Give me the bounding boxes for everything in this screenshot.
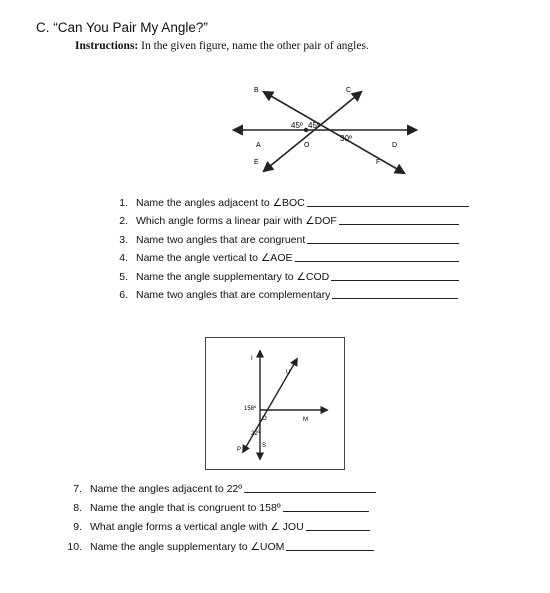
line-CE: [264, 92, 361, 171]
answer-blank[interactable]: [283, 510, 369, 512]
answer-blank[interactable]: [331, 279, 459, 281]
angle-22: 22º: [251, 431, 260, 437]
answer-blank[interactable]: [339, 223, 459, 225]
label-U: U: [286, 370, 291, 376]
angle-figure-2: [205, 337, 345, 470]
instructions: [75, 40, 369, 52]
question-3: 3. Name two angles that are congruent: [106, 234, 459, 246]
label-E: E: [254, 159, 259, 166]
angle-30: 30º: [340, 134, 352, 143]
label-I: I: [251, 356, 253, 362]
answer-blank[interactable]: [286, 549, 374, 551]
question-2: 2. Which angle forms a linear pair with ∠DOF: [106, 215, 459, 227]
question-1: 1. Name the angles adjacent to ∠BOC: [106, 197, 469, 209]
answer-blank[interactable]: [332, 297, 458, 299]
answer-blank[interactable]: [307, 205, 469, 207]
question-8: 8. Name the angle that is congruent to 158º: [60, 502, 369, 514]
question-7: 7. Name the angles adjacent to 22º: [60, 483, 376, 495]
question-5: 5. Name the angle supplementary to ∠COD: [106, 271, 459, 283]
angle-figure-1: [226, 78, 426, 182]
label-O: O: [262, 416, 267, 422]
section-title: C. “Can You Pair My Angle?”: [36, 20, 208, 35]
label-D: D: [392, 142, 398, 149]
label-A: A: [256, 142, 261, 149]
figure-frame: [206, 338, 345, 470]
answer-blank[interactable]: [295, 260, 459, 262]
question-10: 10. Name the angle supplementary to ∠UOM: [60, 541, 374, 553]
label-B: B: [254, 87, 259, 94]
line-BF: [264, 92, 404, 173]
angle-45-left: 45º: [291, 121, 303, 130]
question-9: 9. What angle forms a vertical angle with ∠ JOU: [60, 521, 370, 533]
answer-blank[interactable]: [306, 529, 370, 531]
angle-158: 158º: [244, 406, 257, 412]
question-6: 6. Name two angles that are complementary: [106, 289, 458, 301]
label-C: C: [346, 87, 352, 94]
label-S: S: [262, 443, 267, 449]
instructions-text: In the given figure, name the other pair of angles.: [138, 40, 369, 52]
instructions-label: Instructions:: [75, 40, 139, 52]
answer-blank[interactable]: [244, 491, 376, 493]
angle-45-right: 45º: [308, 121, 320, 130]
label-P: P: [237, 447, 242, 453]
label-M: M: [303, 417, 308, 423]
label-F: F: [376, 159, 381, 166]
answer-blank[interactable]: [307, 242, 459, 244]
question-4: 4. Name the angle vertical to ∠AOE: [106, 252, 459, 264]
label-O: O: [304, 142, 310, 149]
